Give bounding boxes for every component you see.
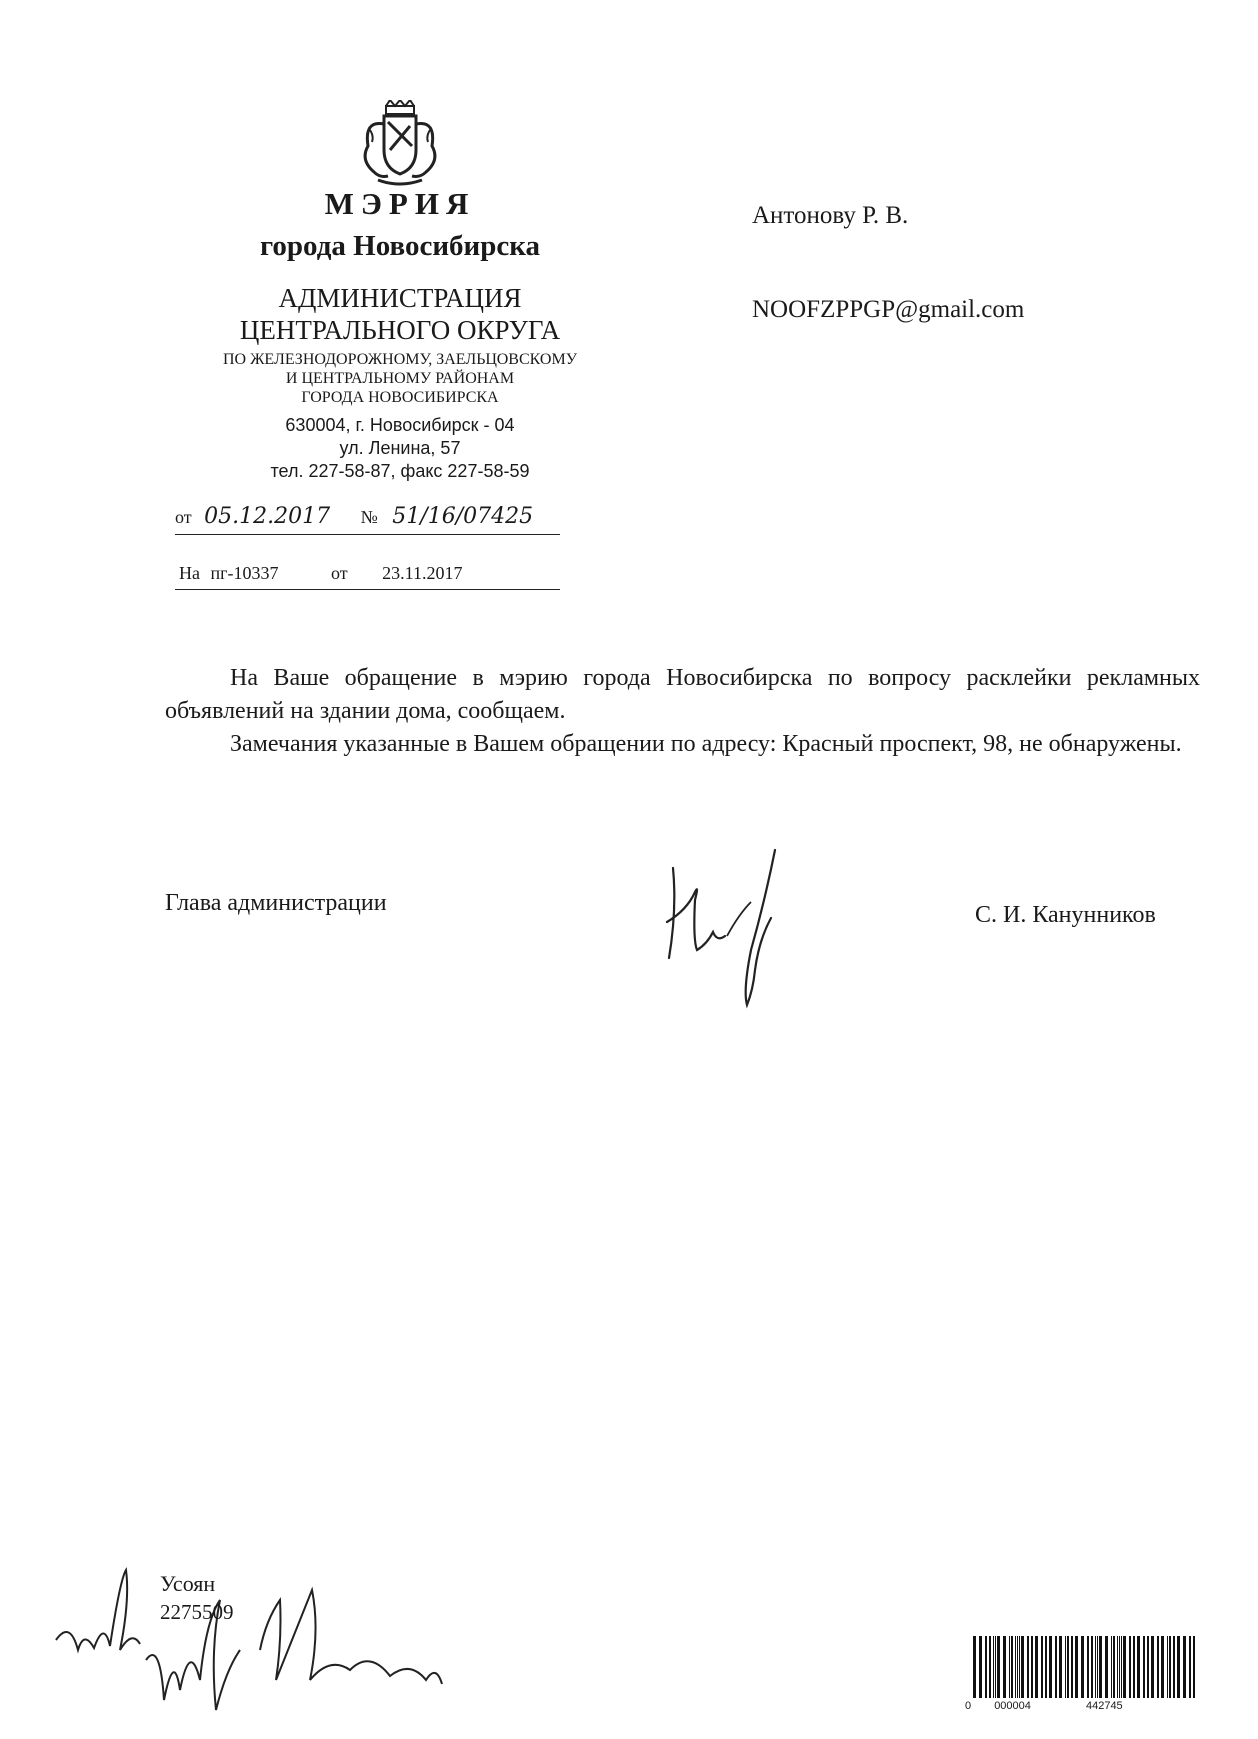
body-paragraph: На Ваше обращение в мэрию города Новосибирска по вопросу расклейки рекламных объявлений на здании дома, сообщаем.	[165, 665, 1200, 724]
barcode-right-digits: 442745	[1085, 1700, 1123, 1712]
registration-line	[175, 504, 560, 535]
barcode-bar	[1003, 1636, 1006, 1698]
barcode-bar	[1099, 1636, 1102, 1698]
barcode-bar	[1081, 1636, 1084, 1698]
barcode-bar	[1189, 1636, 1191, 1698]
document-barcode	[965, 1636, 1205, 1701]
barcode-bar	[1161, 1636, 1164, 1698]
barcode-bar	[1143, 1636, 1145, 1698]
letter-body	[165, 662, 1200, 761]
barcode-bar	[1087, 1636, 1089, 1698]
barcode-bar	[1105, 1636, 1108, 1698]
barcode-bar	[1119, 1636, 1120, 1698]
barcode-bar	[1113, 1636, 1115, 1698]
handwritten-signature	[655, 840, 805, 1015]
reply-ref-number: пг-10337	[210, 563, 279, 583]
registration-from-label: от	[175, 507, 192, 527]
barcode-bar	[1019, 1636, 1020, 1698]
barcode-bar	[1059, 1636, 1062, 1698]
barcode-number	[965, 1700, 1205, 1712]
barcode-bar	[985, 1636, 987, 1698]
barcode-bar	[1123, 1636, 1126, 1698]
barcode-bar	[1137, 1636, 1140, 1698]
barcode-bar	[1157, 1636, 1159, 1698]
mayor-office-subtitle: города Новосибирска	[259, 230, 541, 262]
barcode-bar	[997, 1636, 1000, 1698]
registration-date: 05.12.2017	[204, 504, 331, 529]
barcode-bar	[979, 1636, 982, 1698]
barcode-bar	[1177, 1636, 1180, 1698]
body-paragraph: Замечания указанные в Вашем обращении по адресу: Красный проспект, 98, не обнаружены.	[230, 731, 1182, 757]
barcode-bar	[1091, 1636, 1093, 1698]
phone-line: тел. 227-58-87, факс 227-58-59	[270, 461, 530, 481]
address-line-1: 630004, г. Новосибирск - 04	[285, 415, 515, 435]
reply-prefix: На	[179, 563, 200, 583]
barcode-bar	[1169, 1636, 1171, 1698]
signatory-position: Глава администрации	[165, 890, 387, 916]
city-coat-of-arms-icon	[350, 100, 450, 190]
executor-phone: 2275509	[160, 1600, 234, 1624]
district-line-3: ГОРОДА НОВОСИБИРСКА	[301, 389, 499, 406]
barcode-bar	[1075, 1636, 1078, 1698]
barcode-bar	[1117, 1636, 1118, 1698]
barcode-bar	[1015, 1636, 1016, 1698]
signatory-name: С. И. Канунников	[975, 902, 1156, 928]
administration-line-2: ЦЕНТРАЛЬНОГО ОКРУГА	[239, 315, 561, 345]
mayor-office-title: МЭРИЯ	[324, 186, 476, 221]
barcode-bar	[1041, 1636, 1043, 1698]
barcode-bar	[995, 1636, 996, 1698]
barcode-bar	[1121, 1636, 1122, 1698]
barcode-bar	[1021, 1636, 1024, 1698]
barcode-bar	[1067, 1636, 1069, 1698]
barcode-bar	[1147, 1636, 1149, 1698]
barcode-bar	[1017, 1636, 1018, 1698]
registration-number-label: №	[360, 507, 378, 527]
approval-visa-signatures	[50, 1560, 490, 1730]
reply-date: 23.11.2017	[382, 563, 463, 583]
barcode-bar	[1031, 1636, 1033, 1698]
barcode-bar	[1027, 1636, 1029, 1698]
barcode-bar	[993, 1636, 994, 1698]
barcode-bar	[1151, 1636, 1154, 1698]
recipient-name: Антонову Р. В.	[752, 202, 909, 229]
barcode-bar	[973, 1636, 976, 1698]
barcode-bar	[1133, 1636, 1135, 1698]
barcode-bar	[1009, 1636, 1010, 1698]
reply-reference-line	[175, 563, 560, 590]
barcode-left-digits: 0	[965, 1700, 972, 1712]
barcode-mid-digits: 000004	[994, 1700, 1031, 1712]
district-list	[170, 350, 630, 407]
reply-from-label: от	[331, 563, 348, 583]
barcode-bar	[1167, 1636, 1168, 1698]
barcode-bar	[989, 1636, 991, 1698]
barcode-bar	[1183, 1636, 1186, 1698]
executor-name: Усоян	[160, 1571, 216, 1596]
administration-title	[210, 282, 590, 346]
barcode-bar	[1129, 1636, 1131, 1698]
recipient-email: NOOFZPPGP@gmail.com	[752, 296, 1025, 323]
barcode-bar	[1045, 1636, 1047, 1698]
administration-address	[200, 414, 600, 483]
barcode-bar	[1035, 1636, 1038, 1698]
barcode-bar	[1173, 1636, 1175, 1698]
barcode-bar	[1097, 1636, 1098, 1698]
administration-line-1: АДМИНИСТРАЦИЯ	[278, 283, 522, 313]
barcode-bar	[1111, 1636, 1112, 1698]
barcode-bar	[1095, 1636, 1096, 1698]
barcode-bar	[1193, 1636, 1195, 1698]
barcode-bar	[1049, 1636, 1052, 1698]
barcode-bar	[1071, 1636, 1073, 1698]
district-line-2: И ЦЕНТРАЛЬНОМУ РАЙОНАМ	[285, 370, 515, 387]
barcode-bar	[1065, 1636, 1066, 1698]
barcode-bar	[1011, 1636, 1013, 1698]
address-line-2: ул. Ленина, 57	[339, 438, 461, 458]
barcode-bar	[1055, 1636, 1057, 1698]
registration-number: 51/16/07425	[392, 504, 534, 529]
district-line-1: ПО ЖЕЛЕЗНОДОРОЖНОМУ, ЗАЕЛЬЦОВСКОМУ	[222, 351, 578, 368]
